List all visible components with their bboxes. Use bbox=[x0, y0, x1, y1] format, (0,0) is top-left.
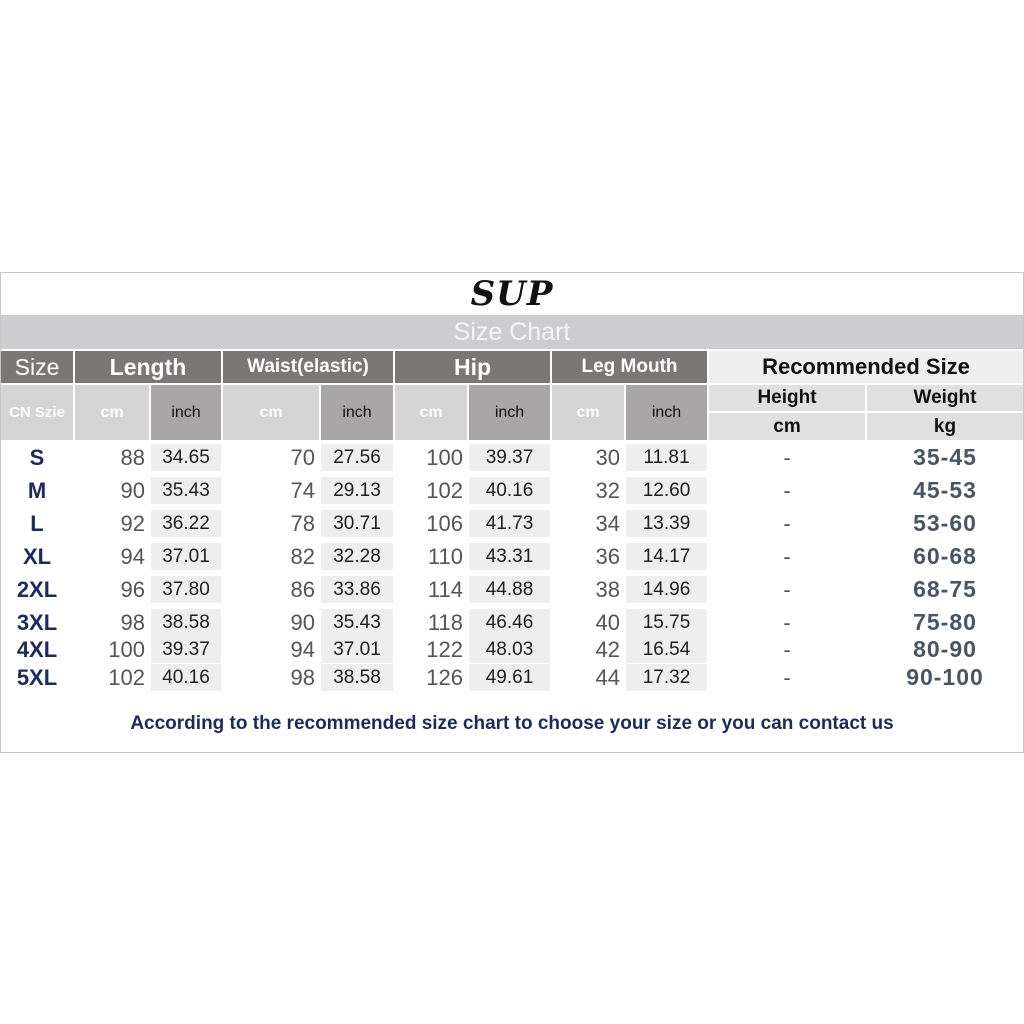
cell-height: - bbox=[783, 510, 791, 536]
header-recommended-size: Recommended Size bbox=[709, 351, 1023, 383]
cell-hip-inch: 41.73 bbox=[469, 510, 550, 537]
cell-waist-inch: 32.28 bbox=[321, 543, 393, 570]
cell-size: 4XL bbox=[16, 636, 58, 662]
cell-hip-cm: 100 bbox=[426, 444, 463, 470]
header-weight-unit: kg bbox=[867, 413, 1023, 440]
cell-size: L bbox=[30, 510, 44, 536]
cell-leg-inch: 13.39 bbox=[626, 510, 707, 537]
cell-size: 2XL bbox=[16, 576, 58, 602]
cell-hip-cm: 122 bbox=[426, 636, 463, 662]
cell-size: XL bbox=[22, 543, 52, 569]
cell-height: - bbox=[783, 636, 791, 662]
cell-hip-inch: 39.37 bbox=[469, 444, 550, 471]
cell-weight: 60-68 bbox=[913, 543, 977, 569]
footnote: According to the recommended size chart to choose your size or you can contact us bbox=[130, 713, 894, 734]
cell-hip-cm: 114 bbox=[427, 576, 463, 602]
cell-leg-cm: 44 bbox=[595, 664, 620, 690]
cell-length-cm: 96 bbox=[120, 576, 145, 602]
cell-hip-inch: 43.31 bbox=[469, 543, 550, 570]
cell-waist-inch: 29.13 bbox=[321, 477, 393, 504]
cell-height: - bbox=[783, 664, 791, 690]
cell-leg-inch: 14.96 bbox=[626, 576, 707, 603]
cell-hip-inch: 44.88 bbox=[469, 576, 550, 603]
hip-inch-header: inch bbox=[469, 385, 550, 440]
waist-inch-header: inch bbox=[321, 385, 393, 440]
cell-length-cm: 92 bbox=[120, 510, 145, 536]
cell-length-cm: 100 bbox=[108, 636, 145, 662]
cell-leg-inch: 12.60 bbox=[626, 477, 707, 504]
cell-weight: 68-75 bbox=[913, 576, 977, 602]
cell-weight: 35-45 bbox=[913, 444, 977, 470]
cell-hip-cm: 106 bbox=[426, 510, 463, 536]
hip-cm-header: cm bbox=[395, 385, 467, 440]
header-leg-mouth: Leg Mouth bbox=[552, 351, 707, 383]
cell-leg-inch: 16.54 bbox=[626, 636, 707, 663]
cell-hip-inch: 46.46 bbox=[469, 609, 550, 636]
cell-waist-inch: 37.01 bbox=[321, 636, 393, 663]
cell-leg-cm: 38 bbox=[595, 576, 620, 602]
cell-hip-cm: 102 bbox=[426, 477, 463, 503]
cell-waist-cm: 90 bbox=[290, 609, 315, 635]
size-chart-card bbox=[0, 272, 1024, 753]
length-cm-header: cm bbox=[75, 385, 149, 440]
cell-waist-inch: 33.86 bbox=[321, 576, 393, 603]
cell-hip-cm: 118 bbox=[427, 609, 463, 635]
header-length: Length bbox=[75, 351, 221, 383]
cell-length-inch: 34.65 bbox=[151, 444, 221, 471]
brand-logo: SUP bbox=[470, 274, 554, 314]
cell-leg-cm: 42 bbox=[595, 636, 620, 662]
cell-length-inch: 37.01 bbox=[151, 543, 221, 570]
header-waist: Waist(elastic) bbox=[223, 351, 393, 383]
cell-length-inch: 39.37 bbox=[151, 636, 221, 663]
cell-length-cm: 88 bbox=[120, 444, 145, 470]
cell-length-inch: 35.43 bbox=[151, 477, 221, 504]
cell-waist-cm: 78 bbox=[290, 510, 315, 536]
cell-leg-cm: 36 bbox=[595, 543, 620, 569]
cell-weight: 90-100 bbox=[906, 664, 984, 690]
cell-leg-cm: 40 bbox=[595, 609, 620, 635]
cell-height: - bbox=[783, 609, 791, 635]
leg-inch-header: inch bbox=[626, 385, 707, 440]
cell-size: S bbox=[29, 444, 45, 470]
cell-length-inch: 40.16 bbox=[151, 664, 221, 691]
header-hip: Hip bbox=[395, 351, 550, 383]
cell-hip-cm: 126 bbox=[426, 664, 463, 690]
cell-length-cm: 102 bbox=[108, 664, 145, 690]
cell-leg-cm: 34 bbox=[595, 510, 620, 536]
cell-waist-cm: 94 bbox=[290, 636, 315, 662]
header-weight: Weight bbox=[867, 385, 1023, 411]
cell-length-cm: 98 bbox=[120, 609, 145, 635]
cell-length-inch: 38.58 bbox=[151, 609, 221, 636]
cell-leg-inch: 17.32 bbox=[626, 664, 707, 691]
cell-waist-inch: 35.43 bbox=[321, 609, 393, 636]
cell-waist-cm: 86 bbox=[290, 576, 315, 602]
cell-height: - bbox=[783, 576, 791, 602]
leg-cm-header: cm bbox=[552, 385, 624, 440]
cell-waist-cm: 70 bbox=[290, 444, 315, 470]
cell-height: - bbox=[783, 543, 791, 569]
cell-hip-cm: 110 bbox=[427, 543, 463, 569]
cell-hip-inch: 49.61 bbox=[469, 664, 550, 691]
cell-waist-cm: 74 bbox=[290, 477, 315, 503]
cell-waist-cm: 82 bbox=[290, 543, 315, 569]
cell-length-inch: 37.80 bbox=[151, 576, 221, 603]
header-height-unit: cm bbox=[709, 413, 865, 440]
cell-hip-inch: 40.16 bbox=[469, 477, 550, 504]
cell-waist-inch: 38.58 bbox=[321, 664, 393, 691]
cell-leg-inch: 14.17 bbox=[626, 543, 707, 570]
cell-length-cm: 94 bbox=[120, 543, 145, 569]
cell-waist-inch: 30.71 bbox=[321, 510, 393, 537]
cell-leg-cm: 30 bbox=[595, 444, 620, 470]
cell-size: 3XL bbox=[16, 609, 58, 635]
cell-weight: 80-90 bbox=[913, 636, 977, 662]
cell-height: - bbox=[783, 444, 791, 470]
cell-size: 5XL bbox=[16, 664, 58, 690]
cell-hip-inch: 48.03 bbox=[469, 636, 550, 663]
cell-leg-inch: 11.81 bbox=[626, 444, 707, 471]
cell-size: M bbox=[27, 477, 47, 503]
cell-weight: 75-80 bbox=[913, 609, 977, 635]
header-size: Size bbox=[1, 351, 73, 383]
length-inch-header: inch bbox=[151, 385, 221, 440]
header-cn-size: CN Szie bbox=[1, 385, 73, 440]
cell-weight: 45-53 bbox=[913, 477, 977, 503]
waist-cm-header: cm bbox=[223, 385, 319, 440]
cell-leg-inch: 15.75 bbox=[626, 609, 707, 636]
size-chart-banner: Size Chart bbox=[1, 315, 1023, 349]
cell-height: - bbox=[783, 477, 791, 503]
cell-waist-cm: 98 bbox=[290, 664, 315, 690]
cell-length-cm: 90 bbox=[120, 477, 145, 503]
header-height: Height bbox=[709, 385, 865, 411]
cell-length-inch: 36.22 bbox=[151, 510, 221, 537]
cell-waist-inch: 27.56 bbox=[321, 444, 393, 471]
cell-leg-cm: 32 bbox=[595, 477, 620, 503]
cell-weight: 53-60 bbox=[913, 510, 977, 536]
